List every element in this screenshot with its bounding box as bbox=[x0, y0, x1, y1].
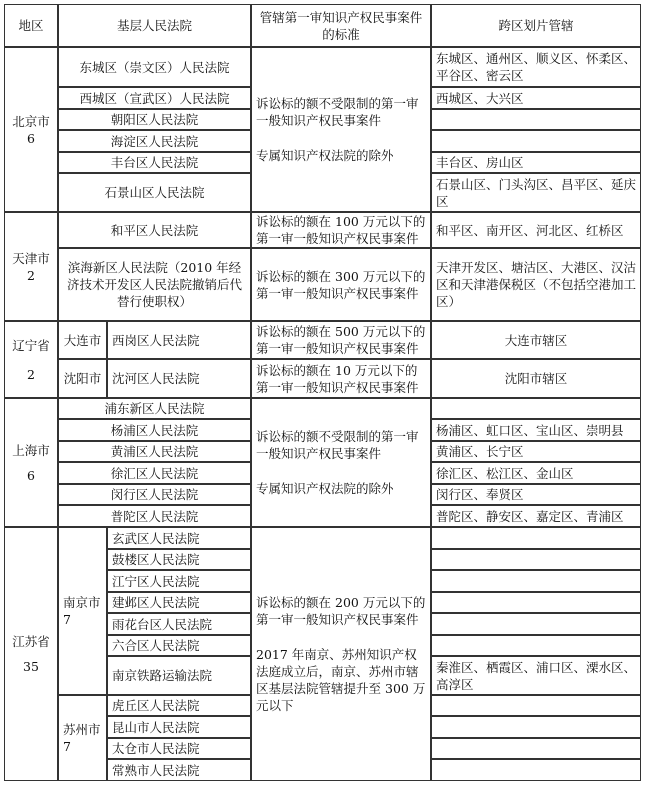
cross-region bbox=[431, 570, 641, 592]
region-cell-liaoning bbox=[4, 321, 58, 398]
header-court: 基层人民法院 bbox=[58, 4, 251, 47]
standard-text: 诉讼标的额在 200 万元以下的第一审一般知识产权民事案件 bbox=[256, 595, 426, 627]
region-name: 天津市 bbox=[12, 250, 50, 266]
court-name: 黄浦区人民法院 bbox=[58, 441, 251, 462]
court-name: 沈河区人民法院 bbox=[107, 359, 251, 398]
header-cross: 跨区划片管辖 bbox=[431, 4, 641, 47]
court-name: 雨花台区人民法院 bbox=[107, 613, 251, 635]
court-name: 杨浦区人民法院 bbox=[58, 419, 251, 441]
cross-region: 闵行区、奉贤区 bbox=[431, 484, 641, 505]
court-name: 江宁区人民法院 bbox=[107, 570, 251, 592]
court-name: 建邺区人民法院 bbox=[107, 592, 251, 613]
region-cell-shanghai bbox=[4, 398, 58, 527]
court-name: 闵行区人民法院 bbox=[58, 484, 251, 505]
cross-region bbox=[431, 527, 641, 549]
cross-region bbox=[431, 635, 641, 656]
table-row bbox=[4, 248, 641, 321]
court-name: 六合区人民法院 bbox=[107, 635, 251, 656]
court-name: 昆山市人民法院 bbox=[107, 716, 251, 738]
city-name: 沈阳市 bbox=[58, 359, 107, 398]
cross-region bbox=[431, 398, 641, 419]
region-name: 上海市 bbox=[12, 442, 50, 458]
city-count: 7 bbox=[63, 612, 71, 627]
city-name: 南京市 bbox=[63, 595, 101, 610]
city-cell-suzhou bbox=[58, 695, 107, 781]
cross-region bbox=[431, 549, 641, 570]
standard-note: 专属知识产权法院的除外 bbox=[256, 481, 394, 496]
cross-region: 秦淮区、栖霞区、浦口区、溧水区、高淳区 bbox=[431, 656, 641, 695]
region-cell-jiangsu bbox=[4, 527, 58, 781]
region-cell-beijing bbox=[4, 47, 58, 212]
header-region: 地区 bbox=[4, 4, 58, 47]
standard-cell-jiangsu bbox=[251, 527, 431, 781]
cross-region bbox=[431, 613, 641, 635]
court-name: 朝阳区人民法院 bbox=[58, 109, 251, 130]
standard-note: 专属知识产权法院的除外 bbox=[256, 148, 394, 163]
court-name: 常熟市人民法院 bbox=[107, 759, 251, 781]
city-cell-nanjing bbox=[58, 527, 107, 695]
cross-region bbox=[431, 738, 641, 759]
cross-region: 天津开发区、塘沽区、大港区、汉沽区和天津港保税区（不包括空港加工区） bbox=[431, 248, 641, 321]
court-name: 和平区人民法院 bbox=[58, 212, 251, 248]
court-name: 玄武区人民法院 bbox=[107, 527, 251, 549]
cross-region bbox=[431, 759, 641, 781]
standard-cell-beijing bbox=[251, 47, 431, 212]
cross-region: 杨浦区、虹口区、宝山区、崇明县 bbox=[431, 419, 641, 441]
standard-text: 诉讼标的额不受限制的第一审一般知识产权民事案件 bbox=[256, 96, 419, 128]
court-name: 丰台区人民法院 bbox=[58, 152, 251, 173]
court-name: 普陀区人民法院 bbox=[58, 505, 251, 527]
cross-region: 丰台区、房山区 bbox=[431, 152, 641, 173]
court-name: 东城区（崇文区）人民法院 bbox=[58, 47, 251, 87]
cross-region: 徐汇区、松江区、金山区 bbox=[431, 462, 641, 484]
standard-text: 诉讼标的额不受限制的第一审一般知识产权民事案件 bbox=[256, 429, 419, 461]
court-name: 西岗区人民法院 bbox=[107, 321, 251, 359]
cross-region bbox=[431, 130, 641, 152]
standard-note: 2017 年南京、苏州知识产权法庭成立后，南京、苏州市辖区基层法院管辖提升至 300 万元以下 bbox=[256, 647, 426, 713]
standard-text: 诉讼标的额在 500 万元以下的第一审一般知识产权民事案件 bbox=[251, 321, 431, 359]
region-count: 35 bbox=[23, 659, 39, 674]
region-name: 北京市 bbox=[12, 113, 50, 129]
court-name: 徐汇区人民法院 bbox=[58, 462, 251, 484]
table-row bbox=[4, 321, 641, 359]
city-name: 苏州市 bbox=[63, 722, 101, 737]
court-name: 海淀区人民法院 bbox=[58, 130, 251, 152]
cross-region bbox=[431, 716, 641, 738]
cross-region bbox=[431, 592, 641, 613]
cross-region bbox=[431, 695, 641, 716]
standard-text: 诉讼标的额在 100 万元以下的第一审一般知识产权民事案件 bbox=[251, 212, 431, 248]
table-row bbox=[4, 527, 641, 549]
region-count: 6 bbox=[27, 467, 35, 483]
cross-region: 东城区、通州区、顺义区、怀柔区、平谷区、密云区 bbox=[431, 47, 641, 87]
region-cell-tianjin bbox=[4, 212, 58, 321]
cross-region: 黄浦区、长宁区 bbox=[431, 441, 641, 462]
city-count: 7 bbox=[63, 739, 71, 754]
table-row bbox=[4, 212, 641, 248]
cross-region bbox=[431, 109, 641, 130]
city-name: 大连市 bbox=[58, 321, 107, 359]
cross-region: 西城区、大兴区 bbox=[431, 87, 641, 109]
court-name: 浦东新区人民法院 bbox=[58, 398, 251, 419]
standard-text: 诉讼标的额在 10 万元以下的第一审一般知识产权民事案件 bbox=[251, 359, 431, 398]
cross-region: 大连市辖区 bbox=[431, 321, 641, 359]
jurisdiction-table bbox=[4, 4, 641, 781]
region-count: 2 bbox=[27, 366, 35, 382]
cross-region: 普陀区、静安区、嘉定区、青浦区 bbox=[431, 505, 641, 527]
court-name: 西城区（宣武区）人民法院 bbox=[58, 87, 251, 109]
table-row bbox=[4, 398, 641, 419]
region-count: 2 bbox=[27, 267, 35, 283]
standard-text: 诉讼标的额在 300 万元以下的第一审一般知识产权民事案件 bbox=[251, 248, 431, 321]
cross-region: 沈阳市辖区 bbox=[431, 359, 641, 398]
header-standard: 管辖第一审知识产权民事案件的标准 bbox=[251, 4, 431, 47]
court-name: 太仓市人民法院 bbox=[107, 738, 251, 759]
cross-region: 石景山区、门头沟区、昌平区、延庆区 bbox=[431, 173, 641, 212]
region-name: 辽宁省 bbox=[12, 337, 50, 353]
table-row bbox=[4, 359, 641, 398]
court-name: 鼓楼区人民法院 bbox=[107, 549, 251, 570]
region-name: 江苏省 bbox=[12, 634, 50, 649]
table-row bbox=[4, 47, 641, 87]
court-name: 虎丘区人民法院 bbox=[107, 695, 251, 716]
court-name: 滨海新区人民法院（2010 年经济技术开发区人民法院撤销后代替行使职权） bbox=[58, 248, 251, 321]
cross-region: 和平区、南开区、河北区、红桥区 bbox=[431, 212, 641, 248]
court-name: 石景山区人民法院 bbox=[58, 173, 251, 212]
court-name: 南京铁路运输法院 bbox=[107, 656, 251, 695]
header-row bbox=[4, 4, 641, 47]
region-count: 6 bbox=[27, 130, 35, 146]
standard-cell-shanghai bbox=[251, 398, 431, 527]
